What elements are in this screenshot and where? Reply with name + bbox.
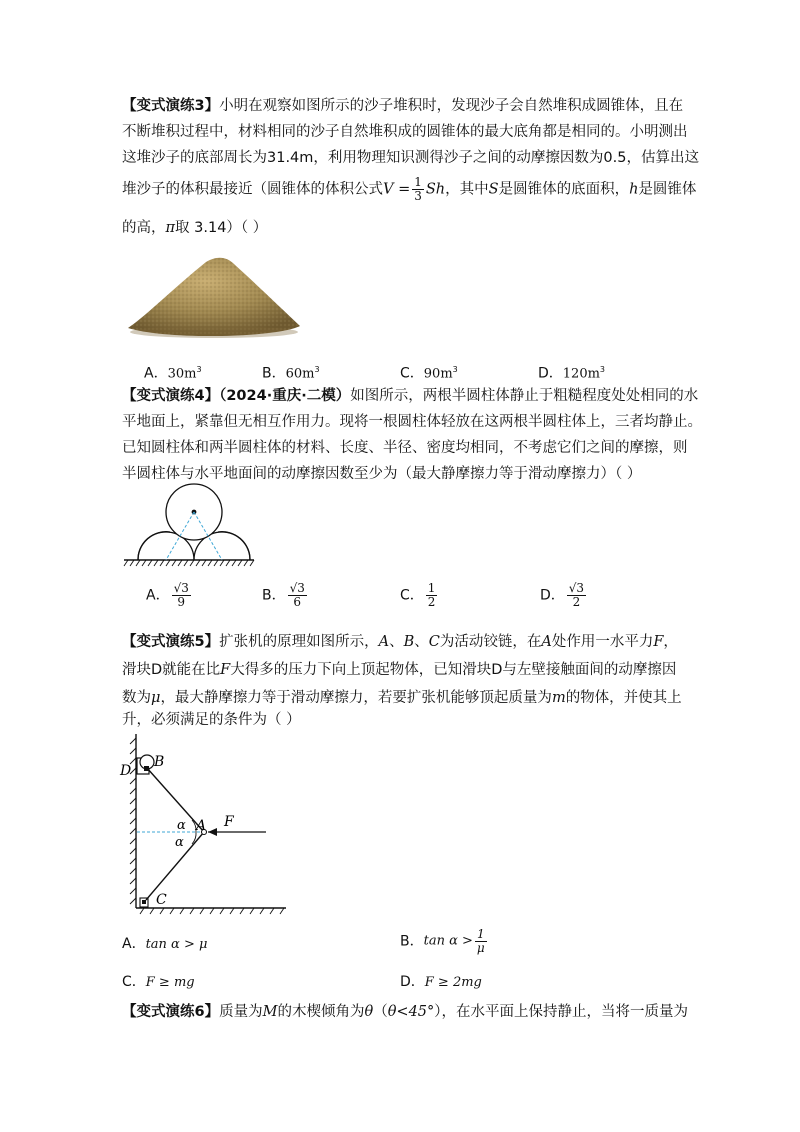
label-a: A — [196, 818, 207, 834]
sand-pile-image — [126, 250, 302, 340]
q3-option-c[interactable]: C．$90m^3$ — [400, 365, 458, 382]
label-d: D — [120, 763, 132, 779]
q3-tag: 【变式演练3】 — [122, 98, 220, 114]
floor-hatching — [140, 908, 284, 914]
q5-option-a[interactable]: A．tan α > μ — [122, 936, 208, 952]
label-alpha-top: α — [177, 818, 186, 833]
label-b: B — [154, 754, 165, 770]
label-alpha-bottom: α — [175, 835, 184, 850]
q4-source: （2024·重庆·二模） — [219, 388, 351, 404]
expander-diagram — [116, 728, 306, 918]
q5-line-3: 数为μ，最大静摩擦力等于滑动摩擦力，若要扩张机能够顶起质量为m的物体，并使其上 — [122, 690, 682, 706]
cylinders-diagram — [122, 490, 262, 570]
q5-option-c[interactable]: C．F ≥ mg — [122, 974, 195, 990]
label-c: C — [156, 892, 167, 908]
label-f: F — [224, 814, 234, 830]
q3-line-3: 这堆沙子的底部周长为31.4m，利用物理知识测得沙子之间的动摩擦因数为0.5，估算出这 — [122, 150, 699, 166]
q4-line-2: 平地面上，紧靠但无相互作用力。现将一根圆柱体轻放在这两根半圆柱体上，三者均静止。 — [122, 414, 702, 430]
q4-line-1: 【变式演练4】（2024·重庆·二模）如图所示，两根半圆柱体静止于粗糙程度处处相同的水 — [122, 388, 699, 404]
q4-option-d[interactable]: D． $\frac{√3}{2}$ — [540, 581, 585, 609]
q4-option-b[interactable]: B． $\frac{√3}{6}$ — [262, 581, 305, 609]
arrow-head — [208, 828, 217, 836]
q5-option-b[interactable]: B．tan α > $\frac{1}{\mu}$ — [400, 927, 485, 955]
q3-option-a[interactable]: A．$30m^3$ — [144, 365, 202, 382]
q3-line-4: 堆沙子的体积最接近（圆锥体的体积公式V = $\frac{1}{3}$ Sh，其中S是圆锥体的底面积，h是圆锥体 — [122, 175, 697, 203]
q3-line-1: 【变式演练3】小明在观察如图所示的沙子堆积时，发现沙子会自然堆积成圆锥体，且在 — [122, 98, 684, 114]
q5-line-2: 滑块D就能在比F大得多的压力下向上顶起物体，已知滑块D与左壁接触面间的动摩擦因 — [122, 662, 677, 678]
q4-option-c[interactable]: C． $\frac{1}{2}$ — [400, 581, 436, 609]
q3-line-5: 的高，π取 3.14）（ ） — [122, 220, 268, 236]
fraction-one-third: $\frac{1}{3}$ — [414, 175, 422, 203]
q5-tag: 【变式演练5】 — [122, 634, 220, 650]
q5-line-4: 升，必须满足的条件为（ ） — [122, 712, 301, 728]
q3-option-b[interactable]: B．$60m^3$ — [262, 365, 320, 382]
q4-line-3: 已知圆柱体和两半圆柱体的材料、长度、半径、密度均相同，不考虑它们之间的摩擦，则 — [122, 440, 688, 456]
q6-line-1: 【变式演练6】质量为M的木楔倾角为θ（θ<45°），在水平面上保持静止，当将一质量为 — [122, 1004, 689, 1020]
q4-tag: 【变式演练4】 — [122, 388, 220, 404]
q6-tag: 【变式演练6】 — [122, 1004, 220, 1020]
q3-line-2: 不断堆积过程中，材料相同的沙子自然堆积成的圆锥体的最大底角都是相同的。小明测出 — [122, 124, 688, 140]
ground-hatching — [124, 560, 254, 566]
q4-option-a[interactable]: A． $\frac{√3}{9}$ — [146, 581, 189, 609]
q3-option-d[interactable]: D．$120m^3$ — [538, 365, 606, 382]
q5-line-1: 【变式演练5】扩张机的原理如图所示，A、B、C为活动铰链，在A处作用一水平力F， — [122, 634, 678, 650]
q5-option-d[interactable]: D．F ≥ 2mg — [400, 974, 482, 990]
q4-line-4: 半圆柱体与水平地面间的动摩擦因数至少为（最大静摩擦力等于滑动摩擦力）（ ） — [122, 466, 642, 482]
